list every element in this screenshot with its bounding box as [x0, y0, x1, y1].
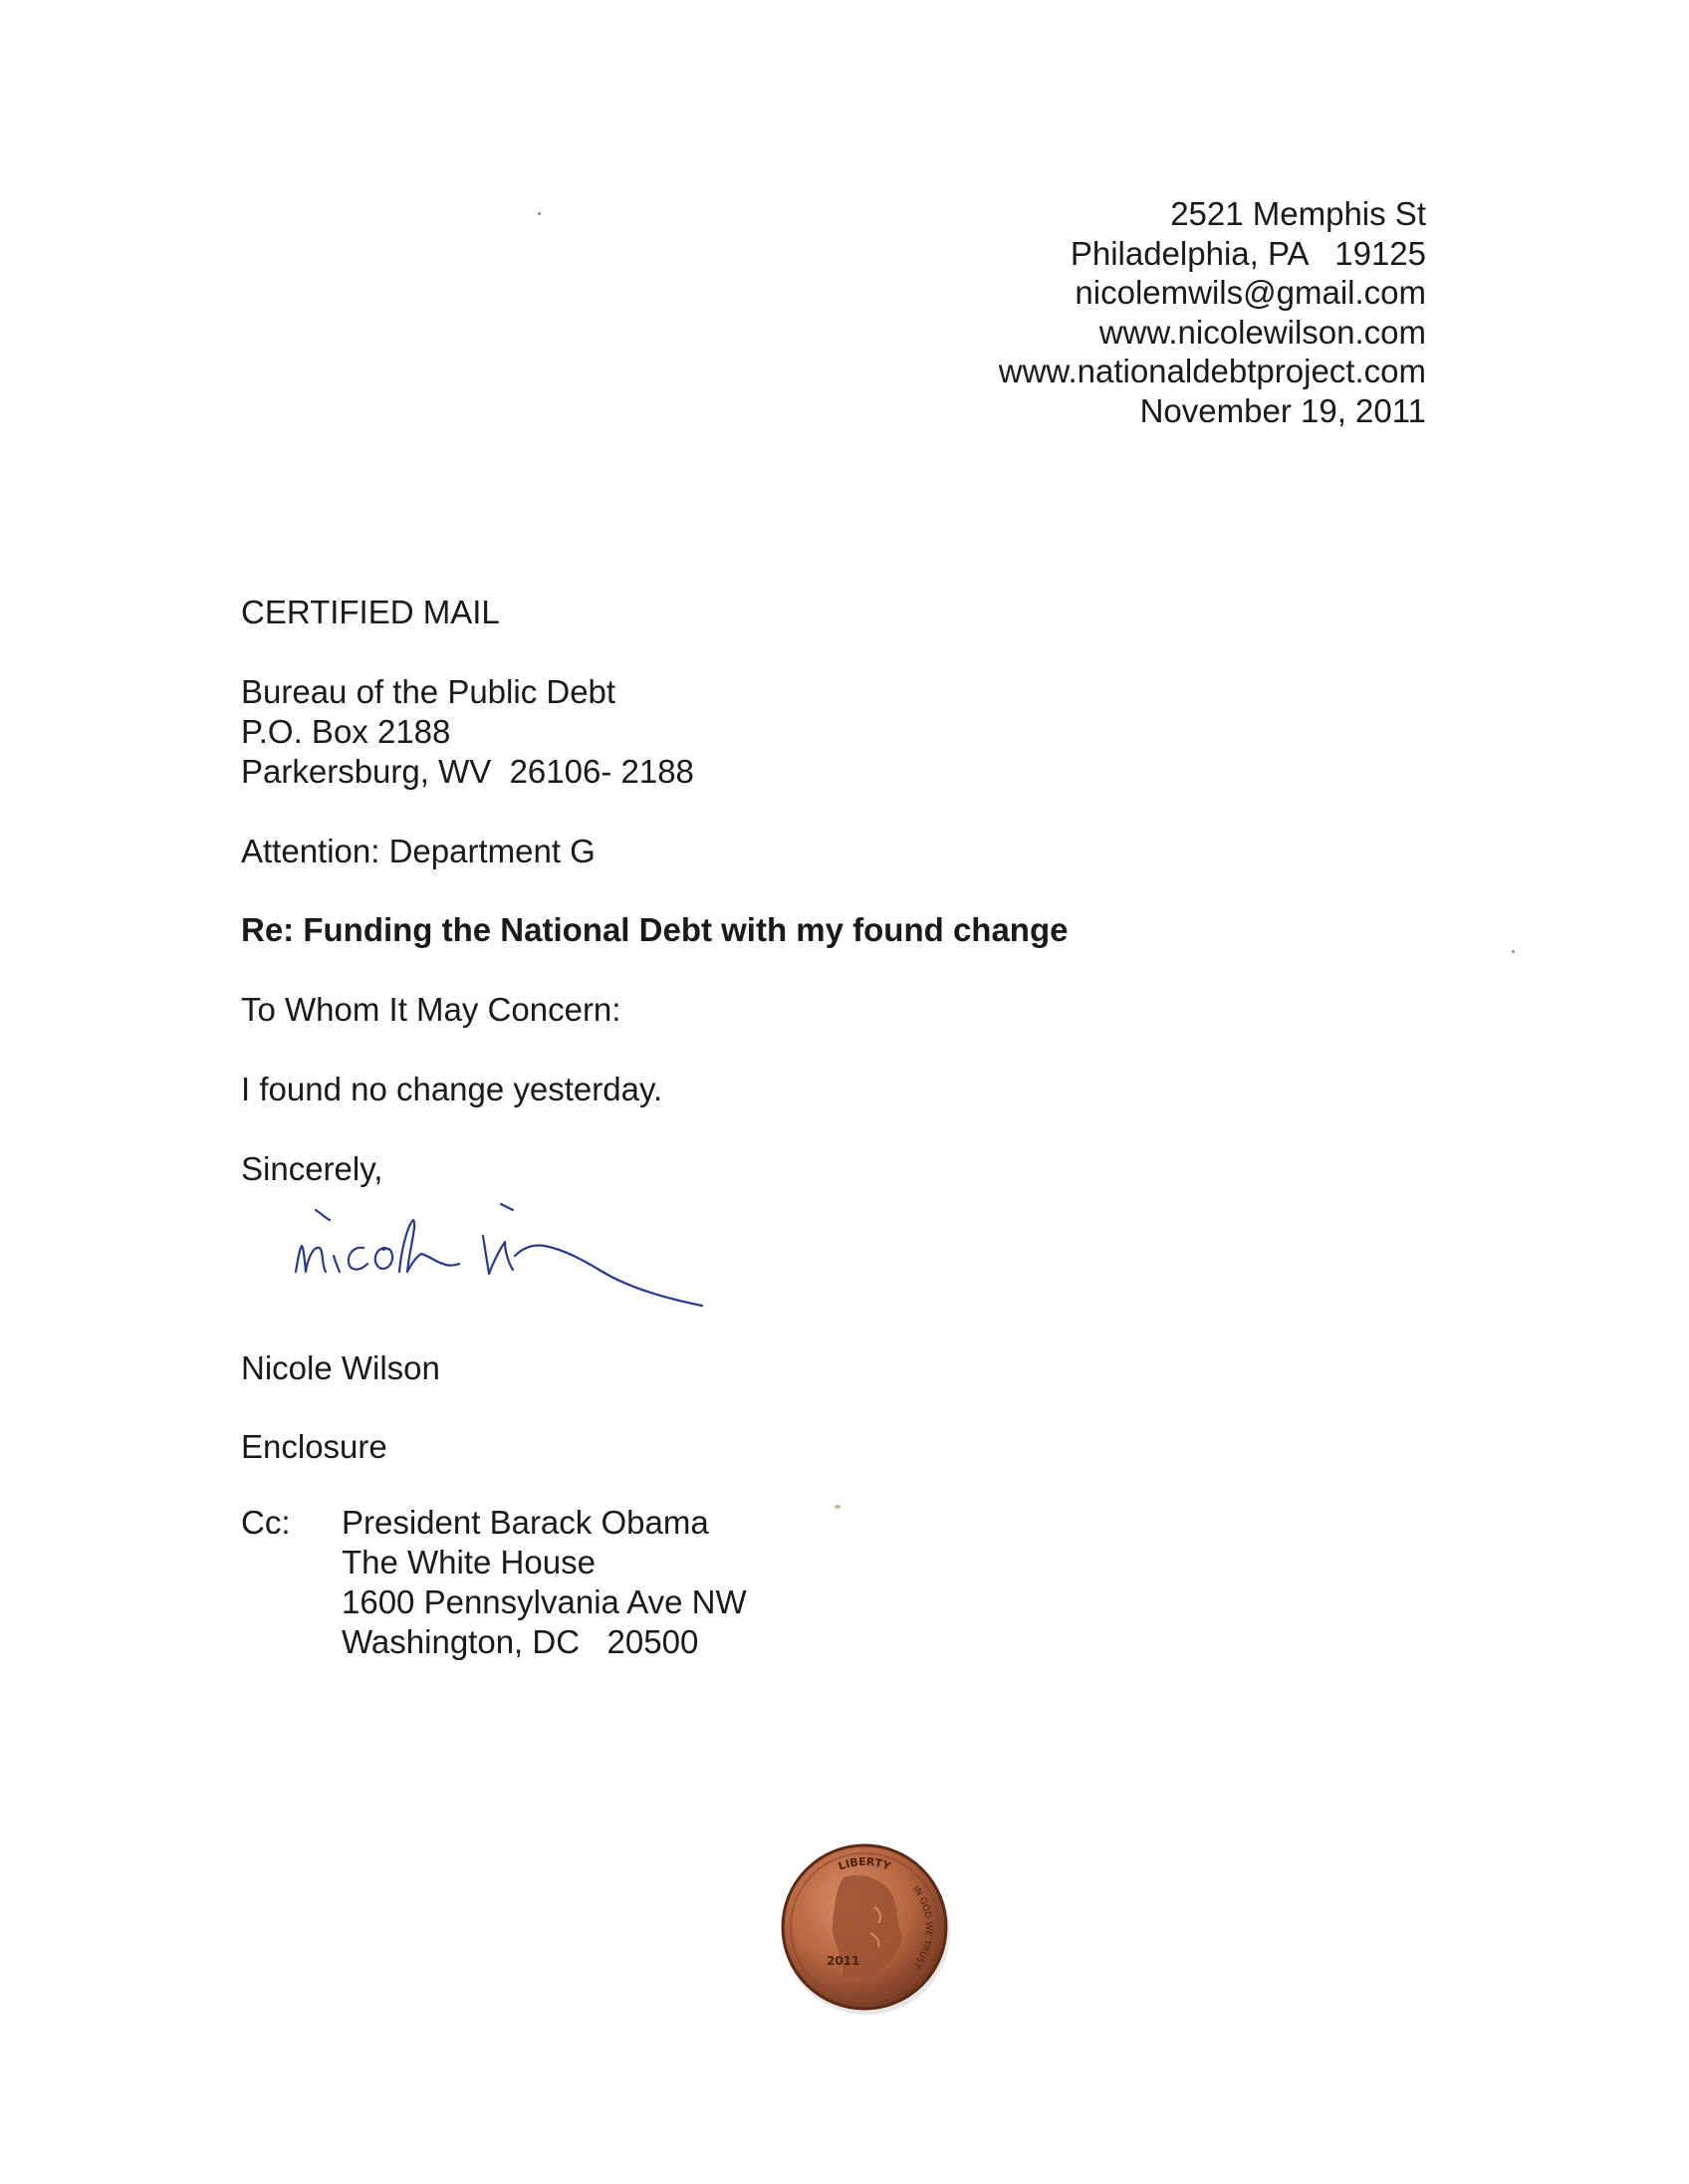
salutation: To Whom It May Concern: [241, 991, 621, 1028]
letter-date: November 19, 2011 [1139, 391, 1426, 429]
sender-website-1: www.nicolewilson.com [1098, 313, 1426, 351]
subject-line: Re: Funding the National Debt with my found change [241, 911, 1069, 948]
cc-label: Cc: [241, 1504, 291, 1541]
letter-body: I found no change yesterday. [241, 1071, 663, 1107]
cc-line: The White House [342, 1544, 596, 1580]
scan-speck [835, 1505, 841, 1509]
recipient-po-box: P.O. Box 2188 [241, 713, 451, 750]
sender-website-2: www.nationaldebtproject.com [998, 353, 1426, 390]
cc-recipient [342, 1503, 747, 1662]
scan-speck [1512, 950, 1515, 953]
coin-motto-text: IN GOD WE TRUST [910, 1884, 934, 1970]
cc-line: President Barack Obama [342, 1504, 709, 1541]
attention-line: Attention: Department G [241, 833, 596, 869]
recipient-name: Bureau of the Public Debt [241, 673, 616, 710]
coin-year-text: 2011 [827, 1954, 860, 1968]
sender-address [999, 194, 1426, 431]
scan-speck [538, 212, 541, 215]
cc-line: Washington, DC 20500 [342, 1623, 699, 1660]
recipient-city-line: Parkersburg, WV 26106- 2188 [241, 753, 694, 790]
sender-city-line: Philadelphia, PA 19125 [1070, 234, 1426, 272]
recipient-address [241, 672, 694, 792]
signer-name: Nicole Wilson [241, 1349, 440, 1386]
enclosure-notation: Enclosure [241, 1428, 387, 1465]
sender-street: 2521 Memphis St [1170, 195, 1426, 232]
sender-email: nicolemwils@gmail.com [1075, 274, 1426, 312]
closing: Sincerely, [241, 1150, 383, 1187]
cc-line: 1600 Pennsylvania Ave NW [342, 1583, 747, 1620]
coin-liberty-text: LIBERTY [836, 1854, 892, 1873]
penny-coin [775, 1837, 954, 2017]
handwritten-signature [284, 1190, 742, 1320]
mail-type: CERTIFIED MAIL [241, 594, 500, 630]
